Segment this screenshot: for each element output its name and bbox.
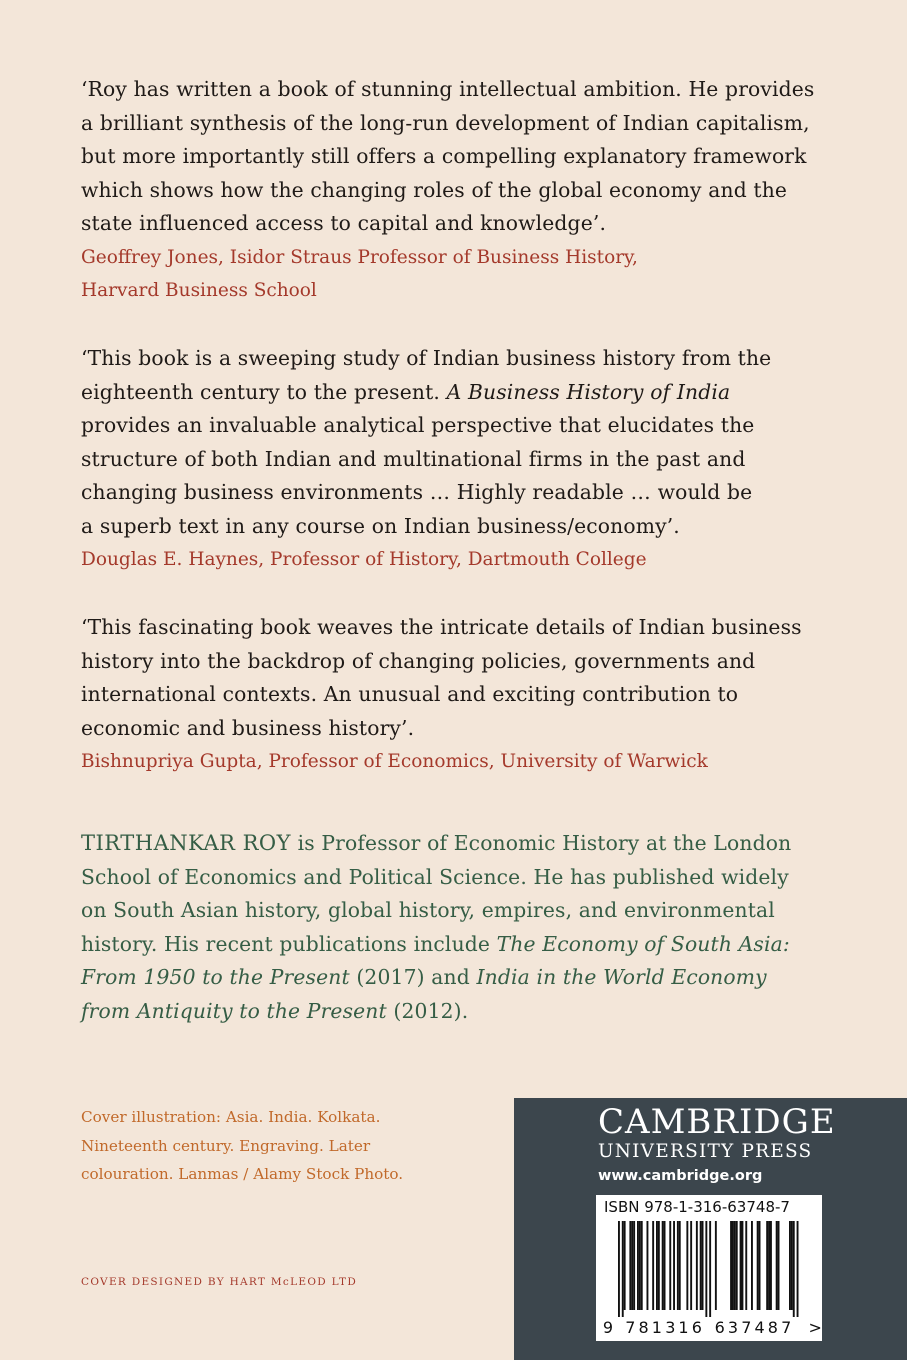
publisher-panel bbox=[514, 1098, 907, 1360]
barcode-bar bbox=[757, 1221, 759, 1310]
barcode-bar bbox=[629, 1221, 631, 1310]
barcode-bar bbox=[793, 1221, 795, 1317]
quote-line bbox=[81, 409, 801, 443]
bio-line bbox=[81, 861, 801, 895]
quote-line bbox=[81, 73, 815, 107]
barcode-bar bbox=[633, 1221, 635, 1310]
text-run: a brilliant synthesis of the long-run development of Indian capitalism, bbox=[81, 110, 810, 135]
text-run: School of Economics and Political Science. He has published widely bbox=[81, 864, 789, 889]
cover-designer-credit: COVER DESIGNED BY HART McLEOD LTD bbox=[81, 1276, 358, 1288]
text-run: which shows how the changing roles of the global economy and the bbox=[81, 177, 788, 202]
text-run: history. His recent publications include bbox=[81, 931, 497, 956]
barcode-bar bbox=[647, 1221, 649, 1310]
quote-line bbox=[81, 645, 801, 679]
barcode-bar bbox=[658, 1221, 660, 1310]
barcode-digit: 6 bbox=[714, 1318, 725, 1337]
text-run: history into the backdrop of changing policies, governments and bbox=[81, 648, 756, 673]
credit-line: Nineteenth century. Engraving. Later bbox=[81, 1136, 371, 1155]
barcode-bar bbox=[677, 1221, 679, 1310]
book-title: The Economy of South Asia: bbox=[496, 931, 790, 956]
text-run: international contexts. An unusual and exciting contribution to bbox=[81, 682, 739, 706]
text-run: (2012). bbox=[386, 998, 469, 1023]
barcode-bar bbox=[759, 1221, 761, 1310]
bio-line bbox=[81, 995, 801, 1029]
barcode-bar bbox=[700, 1221, 702, 1310]
bio-line bbox=[81, 928, 801, 962]
barcode-bar bbox=[740, 1221, 742, 1310]
publisher-subtitle: UNIVERSITY PRESS bbox=[598, 1141, 813, 1162]
bio-line bbox=[81, 894, 801, 928]
barcode-bar bbox=[736, 1221, 738, 1310]
text-run: is Professor of Economic History at the London bbox=[291, 831, 792, 855]
barcode-end-mark: > bbox=[808, 1318, 822, 1337]
quote-line bbox=[81, 678, 801, 712]
attribution-line: Douglas E. Haynes, Professor of History, Dartmouth College bbox=[81, 549, 647, 570]
review-attribution bbox=[81, 543, 801, 577]
credit-line: Cover illustration: Asia. India. Kolkata. bbox=[81, 1108, 381, 1126]
quote-line bbox=[81, 207, 801, 241]
barcode-bar bbox=[766, 1221, 768, 1310]
barcode-bar bbox=[662, 1221, 664, 1310]
attribution-line: Bishnupriya Gupta, Professor of Economics, University of Warwick bbox=[81, 751, 708, 772]
barcode-bar bbox=[791, 1221, 793, 1310]
barcode-bar bbox=[673, 1221, 675, 1310]
barcode-digit: 1 bbox=[651, 1318, 662, 1337]
barcode-digit: 7 bbox=[781, 1318, 792, 1337]
barcode-bar bbox=[768, 1221, 770, 1310]
review-attribution bbox=[81, 745, 801, 779]
barcode-bar bbox=[705, 1221, 707, 1317]
barcode-digit: 8 bbox=[638, 1318, 649, 1337]
quote-line bbox=[81, 476, 801, 510]
text-run: structure of both Indian and multinational firms in the past and bbox=[81, 446, 746, 471]
author-bio bbox=[81, 827, 801, 1028]
quote-line bbox=[81, 611, 801, 645]
bio-line bbox=[81, 961, 801, 995]
barcode-bar bbox=[656, 1221, 658, 1310]
text-run: but more importantly still offers a compelling explanatory framework bbox=[81, 144, 807, 168]
review-3 bbox=[81, 611, 801, 779]
book-title: A Business History of India bbox=[446, 379, 731, 404]
attribution-line: Geoffrey Jones, Isidor Straus Professor of Business History, bbox=[81, 246, 638, 268]
quote-line bbox=[81, 174, 801, 208]
barcode-digit: 8 bbox=[767, 1318, 778, 1337]
quote-line bbox=[81, 712, 801, 746]
text-run: ‘Roy has written a book of stunning intellectual ambition. He provides bbox=[81, 77, 815, 101]
quote-line bbox=[81, 342, 801, 376]
review-1 bbox=[81, 73, 815, 308]
barcode-bar bbox=[652, 1221, 654, 1310]
barcode-bar bbox=[664, 1221, 666, 1310]
barcode-bar bbox=[734, 1221, 736, 1310]
barcode-bar bbox=[618, 1221, 620, 1317]
barcode-bar bbox=[702, 1221, 704, 1310]
barcode-digit: 7 bbox=[625, 1318, 636, 1337]
barcode-bar bbox=[622, 1221, 624, 1317]
bio-line bbox=[81, 827, 801, 861]
barcode-bar bbox=[732, 1221, 734, 1310]
barcode-digit: 3 bbox=[727, 1318, 739, 1337]
review-attribution bbox=[81, 241, 801, 308]
barcode-bar bbox=[637, 1221, 639, 1310]
barcode-bar bbox=[679, 1221, 681, 1310]
barcode-bar bbox=[742, 1221, 744, 1310]
book-title: From 1950 to the Present bbox=[81, 965, 350, 989]
barcode-bar bbox=[745, 1221, 747, 1310]
barcode-digit: 6 bbox=[691, 1318, 702, 1337]
barcode-digit: 1 bbox=[678, 1318, 689, 1337]
text-run: ‘This fascinating book weaves the intricate details of Indian business bbox=[81, 615, 802, 639]
book-title: India in the World Economy bbox=[476, 965, 767, 989]
quote-line bbox=[81, 140, 807, 174]
barcode-bar bbox=[751, 1221, 753, 1310]
barcode-bar bbox=[690, 1221, 692, 1310]
barcode-bar bbox=[641, 1221, 643, 1310]
text-run: eighteenth century to the present. bbox=[81, 379, 447, 404]
author-name: TIRTHANKAR ROY bbox=[81, 831, 291, 855]
barcode-bar bbox=[696, 1221, 698, 1310]
barcode-bar bbox=[770, 1221, 772, 1310]
isbn-barcode bbox=[596, 1195, 822, 1341]
text-run: provides an invaluable analytical perspective that elucidates the bbox=[81, 413, 755, 437]
barcode-digit: 9 bbox=[602, 1318, 614, 1337]
review-quote bbox=[81, 611, 801, 745]
quote-line bbox=[81, 107, 810, 141]
isbn-label: ISBN 978-1-316-63748-7 bbox=[604, 1198, 790, 1216]
text-run: changing business environments … Highly readable … would be bbox=[81, 480, 753, 504]
barcode-bar bbox=[624, 1221, 626, 1310]
credit-line: colouration. Lanmas / Alamy Stock Photo. bbox=[81, 1165, 404, 1183]
publisher-logo-text: CAMBRIDGE bbox=[598, 1102, 836, 1142]
barcode-digit: 3 bbox=[665, 1318, 676, 1337]
barcode-bar bbox=[730, 1221, 732, 1310]
text-run: (2017) and bbox=[349, 965, 477, 989]
barcode-bar bbox=[639, 1221, 641, 1310]
quote-line bbox=[81, 376, 801, 410]
text-run: state influenced access to capital and knowledge’. bbox=[81, 211, 607, 235]
barcode-graphic bbox=[596, 1195, 822, 1341]
review-quote bbox=[81, 342, 801, 543]
barcode-bar bbox=[789, 1221, 791, 1310]
book-title: from Antiquity to the Present bbox=[81, 998, 387, 1023]
review-quote bbox=[81, 73, 815, 241]
barcode-digit: 7 bbox=[741, 1318, 752, 1337]
text-run: economic and business history’. bbox=[81, 715, 415, 740]
barcode-bar bbox=[776, 1221, 778, 1310]
review-2 bbox=[81, 342, 801, 577]
barcode-digit: 4 bbox=[754, 1318, 765, 1337]
text-run: ‘This book is a sweeping study of Indian business history from the bbox=[81, 346, 772, 370]
quote-line bbox=[81, 510, 801, 544]
barcode-bar bbox=[797, 1221, 799, 1317]
cover-illustration-credit bbox=[81, 1103, 501, 1189]
barcode-bar bbox=[669, 1221, 671, 1310]
publisher-url: www.cambridge.org bbox=[598, 1168, 763, 1184]
barcode-bar bbox=[686, 1221, 688, 1310]
attribution-line: Harvard Business School bbox=[81, 280, 317, 301]
text-run: a superb text in any course on Indian business/economy’. bbox=[81, 513, 680, 538]
text-run: on South Asian history, global history, empires, and environmental bbox=[81, 898, 775, 922]
barcode-bar bbox=[631, 1221, 633, 1310]
barcode-bar bbox=[715, 1221, 717, 1310]
barcode-bar bbox=[778, 1221, 780, 1310]
quote-line bbox=[81, 443, 801, 477]
barcode-bar bbox=[709, 1221, 711, 1317]
